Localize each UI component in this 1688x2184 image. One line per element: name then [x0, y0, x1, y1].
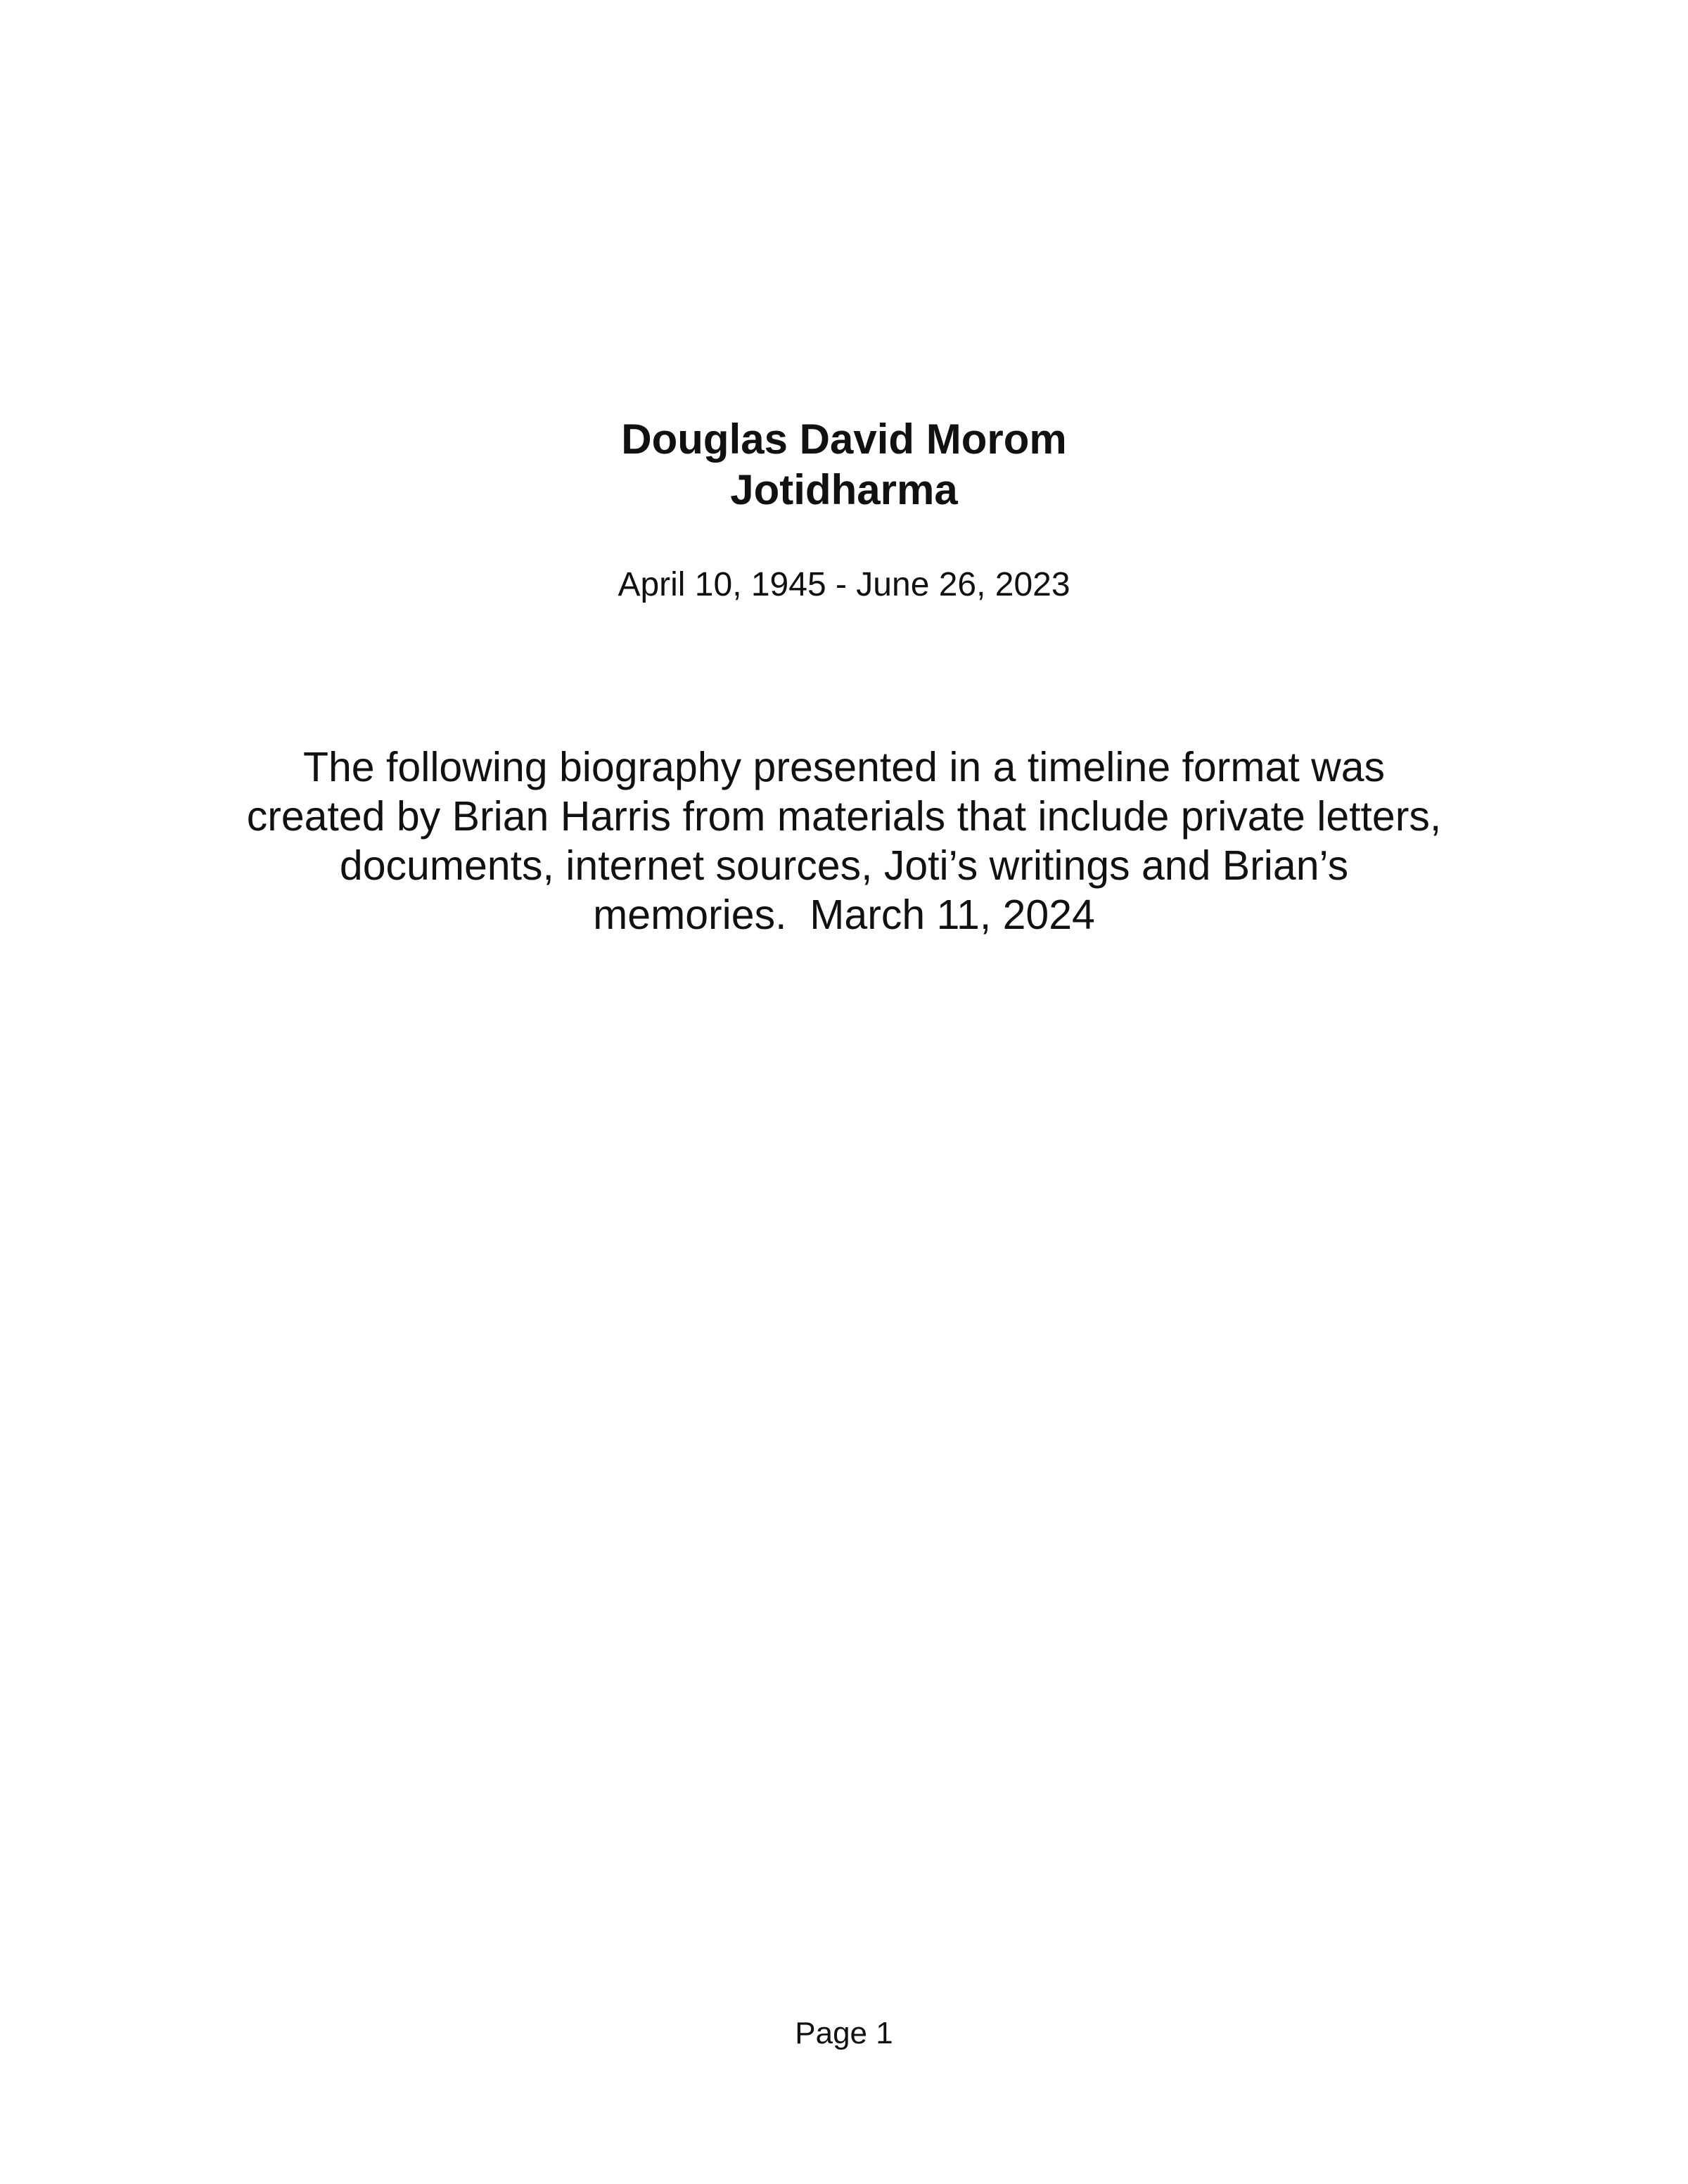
dharma-name: Jotidharma	[730, 466, 958, 513]
intro-line: memories. March 11, 2024	[593, 892, 1095, 938]
life-dates: April 10, 1945 - June 26, 2023	[618, 566, 1070, 603]
intro-line: The following biography presented in a timeline format was	[302, 744, 1386, 790]
intro-line: documents, internet sources, Joti’s writings and Brian’s	[339, 842, 1349, 889]
person-name: Douglas David Morom	[621, 416, 1067, 463]
intro-paragraph	[169, 743, 1519, 939]
intro-line: created by Brian Harris from materials that include private letters,	[246, 793, 1442, 840]
page-number: Page 1	[795, 2016, 893, 2050]
